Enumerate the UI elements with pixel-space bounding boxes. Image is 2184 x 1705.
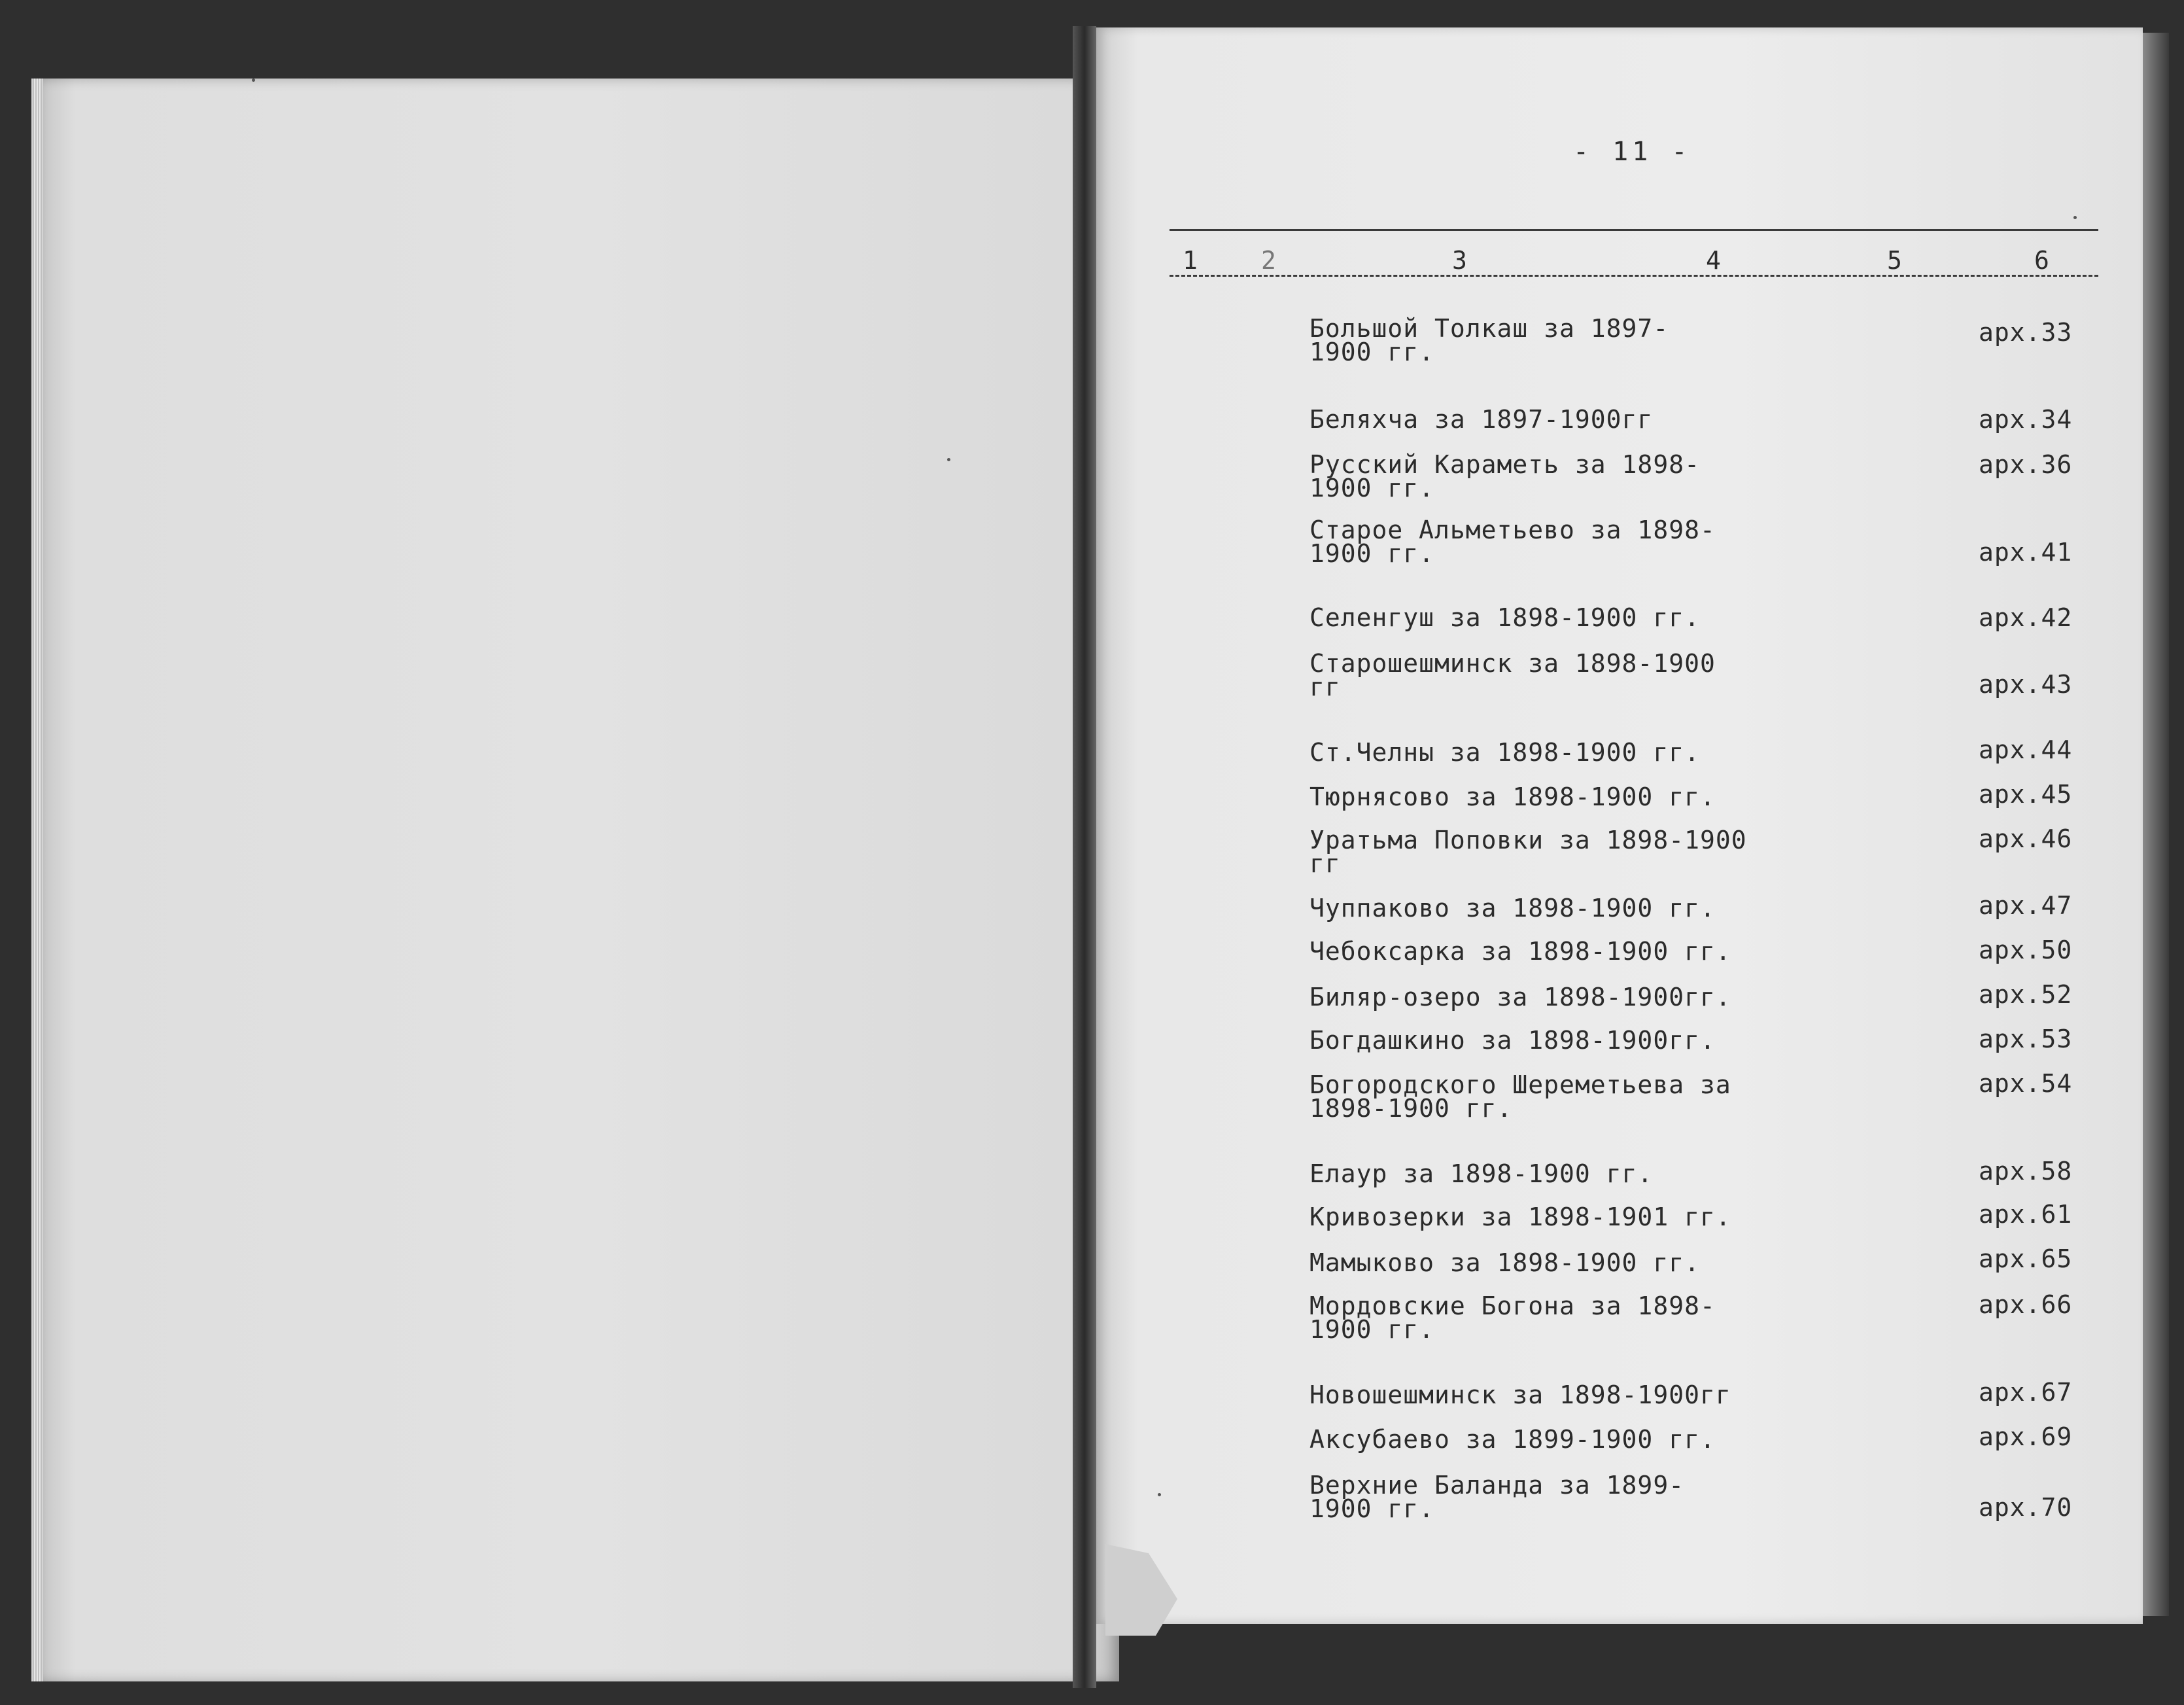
column-number-5: 5: [1887, 246, 1903, 275]
entry-title: Мордовские Богона за 1898- 1900 гг.: [1309, 1292, 1716, 1344]
entry-archive-ref: арх.66: [1979, 1290, 2073, 1319]
entry-archive-ref: арх.69: [1979, 1422, 2073, 1451]
table-header-rule-bottom: [1170, 275, 2098, 277]
left-page-blank: [31, 79, 1119, 1681]
paper-speck: [2073, 216, 2077, 219]
entry-archive-ref: арх.36: [1979, 450, 2073, 479]
entry-title: Елаур за 1898-1900 гг.: [1309, 1159, 1654, 1188]
entry-archive-ref: арх.53: [1979, 1025, 2073, 1053]
table-header-rule-top: [1170, 229, 2098, 231]
entry-title: Чуппаково за 1898-1900 гг.: [1309, 894, 1716, 923]
page-edge-shadow: [2143, 33, 2169, 1616]
entry-title: Тюрнясово за 1898-1900 гг.: [1309, 782, 1716, 811]
entry-title: Мамыково за 1898-1900 гг.: [1309, 1248, 1700, 1277]
entry-archive-ref: арх.44: [1979, 735, 2073, 764]
column-number-1: 1: [1183, 246, 1198, 275]
paper-speck: [947, 458, 950, 461]
entry-archive-ref: арх.54: [1979, 1069, 2073, 1098]
entry-title: Новошешминск за 1898-1900гг: [1309, 1380, 1731, 1409]
entry-archive-ref: арх.50: [1979, 936, 2073, 964]
entry-title: Беляхча за 1897-1900гг: [1309, 405, 1654, 434]
entry-archive-ref: арх.45: [1979, 780, 2073, 809]
page-stack-edge: [33, 79, 42, 1681]
entry-title: Чебоксарка за 1898-1900 гг.: [1309, 937, 1731, 966]
entry-title: Ст.Челны за 1898-1900 гг.: [1309, 738, 1700, 767]
entry-archive-ref: арх.34: [1979, 405, 2073, 434]
entry-archive-ref: арх.42: [1979, 603, 2073, 632]
column-number-3: 3: [1452, 246, 1468, 275]
entry-title: Верхние Баланда за 1899- 1900 гг.: [1309, 1471, 1685, 1523]
entry-archive-ref: арх.33: [1979, 318, 2073, 347]
entry-archive-ref: арх.41: [1979, 538, 2073, 567]
entry-archive-ref: арх.67: [1979, 1378, 2073, 1407]
entry-archive-ref: арх.65: [1979, 1244, 2073, 1273]
entry-title: Биляр-озеро за 1898-1900гг.: [1309, 983, 1731, 1011]
column-number-2: 2: [1261, 246, 1277, 275]
entry-title: Русский Караметь за 1898- 1900 гг.: [1309, 450, 1700, 502]
entry-title: Большой Толкаш за 1897- 1900 гг.: [1309, 314, 1669, 366]
entry-title: Богородского Шереметьева за 1898-1900 гг.: [1309, 1070, 1731, 1123]
entry-archive-ref: арх.61: [1979, 1200, 2073, 1229]
column-number-4: 4: [1706, 246, 1722, 275]
entry-title: Богдашкино за 1898-1900гг.: [1309, 1026, 1716, 1055]
entry-archive-ref: арх.70: [1979, 1493, 2073, 1522]
entry-archive-ref: арх.58: [1979, 1157, 2073, 1186]
column-number-6: 6: [2034, 246, 2050, 275]
paper-speck: [252, 79, 255, 82]
book-spine: [1073, 26, 1096, 1688]
paper-speck: [1158, 1493, 1161, 1496]
entry-title: Селенгуш за 1898-1900 гг.: [1309, 603, 1700, 632]
entry-archive-ref: арх.47: [1979, 891, 2073, 920]
entry-title: Старое Альметьево за 1898- 1900 гг.: [1309, 516, 1716, 568]
entry-archive-ref: арх.46: [1979, 824, 2073, 853]
entry-archive-ref: арх.43: [1979, 670, 2073, 699]
entry-title: Уратьма Поповки за 1898-1900 гг: [1309, 826, 1747, 878]
entry-archive-ref: арх.52: [1979, 980, 2073, 1009]
entry-title: Кривозерки за 1898-1901 гг.: [1309, 1203, 1731, 1231]
entry-title: Аксубаево за 1899-1900 гг.: [1309, 1425, 1716, 1454]
page-number: - 11 -: [1573, 137, 1691, 167]
entry-title: Старошешминск за 1898-1900 гг: [1309, 649, 1716, 701]
